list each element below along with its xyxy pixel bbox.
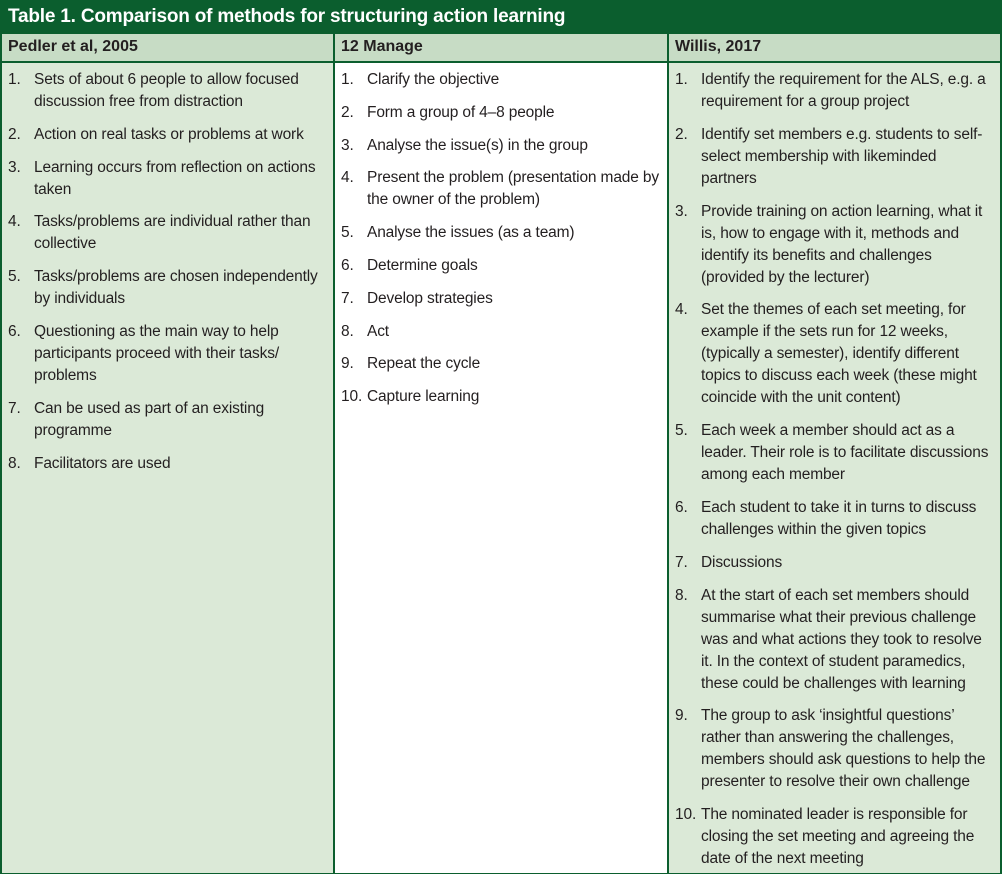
list-item-number: 8. [341,322,354,340]
list-item [675,804,996,870]
list-item [8,398,329,442]
list-item-number: 6. [8,322,21,340]
list-item-number: 2. [8,125,21,143]
list-item [675,552,996,574]
list-item [341,135,663,157]
column-header-12-manage: 12 Manage [335,34,669,61]
list-item-text: Tasks/problems are individual rather than collective [34,213,311,253]
list-item-number: 3. [8,158,21,176]
list-item [8,124,329,146]
list-item-number: 10. [341,388,363,406]
list-item-text: Discussions [701,553,783,571]
list-item-text: Learning occurs from reflection on actions taken [34,158,316,198]
list-item [341,386,663,408]
list-item [675,124,996,190]
list-item-text: At the start of each set members should summarise what their previous challenge was and what actions they took to resolve it. In the context of student paramedics, these could be challenges with learning [701,586,982,692]
table-title: Table 1. Comparison of methods for structuring action learning [2,0,1000,33]
list-item-text: Questioning as the main way to help participants proceed with their tasks/ problems [34,322,280,384]
list-item-text: Each student to take it in turns to discuss challenges within the given topics [701,498,977,538]
list-item-text: Set the themes of each set meeting, for example if the sets run for 12 weeks, (typically a semester), identify different topics to discuss each week (these might coincide with the unit content) [701,301,977,407]
list-item-text: Repeat the cycle [367,355,481,373]
list-item-text: Action on real tasks or problems at work [34,125,304,143]
list-item-number: 7. [675,553,688,571]
list-item-text: Act [367,322,389,340]
list-item [675,299,996,409]
list-item-text: Determine goals [367,256,478,274]
list-item [675,497,996,541]
list-item-text: Clarify the objective [367,71,500,88]
list-item-text: Analyse the issues (as a team) [367,224,575,242]
list-item [675,705,996,793]
column-header-pedler: Pedler et al, 2005 [2,34,335,61]
list-item-text: The group to ask ‘insightful questions’ rather than answering the challenges, members should ask questions to help the presenter to resolve their own challenge [701,707,986,791]
list-item-text: Provide training on action learning, what it is, how to engage with it, methods and identify its benefits and challenges (provided by the lecturer) [701,202,983,286]
column-pedler-list [2,63,335,873]
list-item-text: Develop strategies [367,289,493,307]
list-item [8,453,329,475]
list-item-number: 5. [8,268,21,286]
list-item [341,353,663,375]
list-item [341,102,663,124]
list-item-number: 10. [675,806,697,824]
list-item [341,167,663,211]
table-header-row [2,33,1000,63]
list-item [8,211,329,255]
list-item-number: 6. [675,498,688,516]
list-item-number: 8. [675,586,688,604]
table-body-row [2,63,1000,873]
list-item-number: 7. [8,399,21,417]
list-item-number: 5. [341,224,354,242]
list-item-text: Present the problem (presentation made by the owner of the problem) [367,169,659,209]
list-item-text: Tasks/problems are chosen independently by individuals [34,268,318,308]
list-item [341,222,663,244]
list-item-number: 9. [675,707,688,725]
list-item-number: 1. [8,71,21,88]
list-item-number: 6. [341,256,354,274]
list-item [675,420,996,486]
list-item-number: 3. [341,136,354,154]
list-item-number: 2. [341,103,354,121]
column-header-willis: Willis, 2017 [675,38,762,55]
list-item-text: Form a group of 4–8 people [367,103,555,121]
list-item-number: 5. [675,422,688,440]
list-item-text: Each week a member should act as a leader. Their role is to facilitate discussions among each member [701,422,989,484]
list-item-number: 3. [675,202,688,220]
list-item-text: Analyse the issue(s) in the group [367,136,588,154]
list-item-number: 7. [341,289,354,307]
list-item-number: 2. [675,125,688,143]
list-item-number: 4. [341,169,354,187]
list-item-text: Identify the requirement for the ALS, e.g. a requirement for a group project [701,71,986,110]
list-item-number: 4. [8,213,21,231]
list-item [341,321,663,343]
column-12-manage-list [335,63,669,873]
list-item-number: 8. [8,454,21,472]
list-item [341,69,663,91]
list-item [341,288,663,310]
list-item [675,201,996,289]
list-item [341,255,663,277]
list-item [675,585,996,695]
list-item-text: The nominated leader is responsible for closing the set meeting and agreeing the date of the next meeting [701,806,975,868]
list-item-number: 1. [341,71,354,88]
list-item-text: Capture learning [367,388,480,406]
list-item-text: Facilitators are used [34,454,171,472]
list-item [8,321,329,387]
list-item [8,266,329,310]
list-item-number: 9. [341,355,354,373]
list-item-text: Identify set members e.g. students to self-select membership with likeminded partners [701,125,983,187]
list-item-text: Sets of about 6 people to allow focused discussion free from distraction [34,71,299,110]
list-item [8,157,329,201]
list-item-number: 1. [675,71,688,88]
list-item-number: 4. [675,301,688,319]
list-item [675,69,996,113]
list-item [8,69,329,113]
list-item-text: Can be used as part of an existing programme [34,399,265,439]
column-willis-list [669,63,1000,873]
